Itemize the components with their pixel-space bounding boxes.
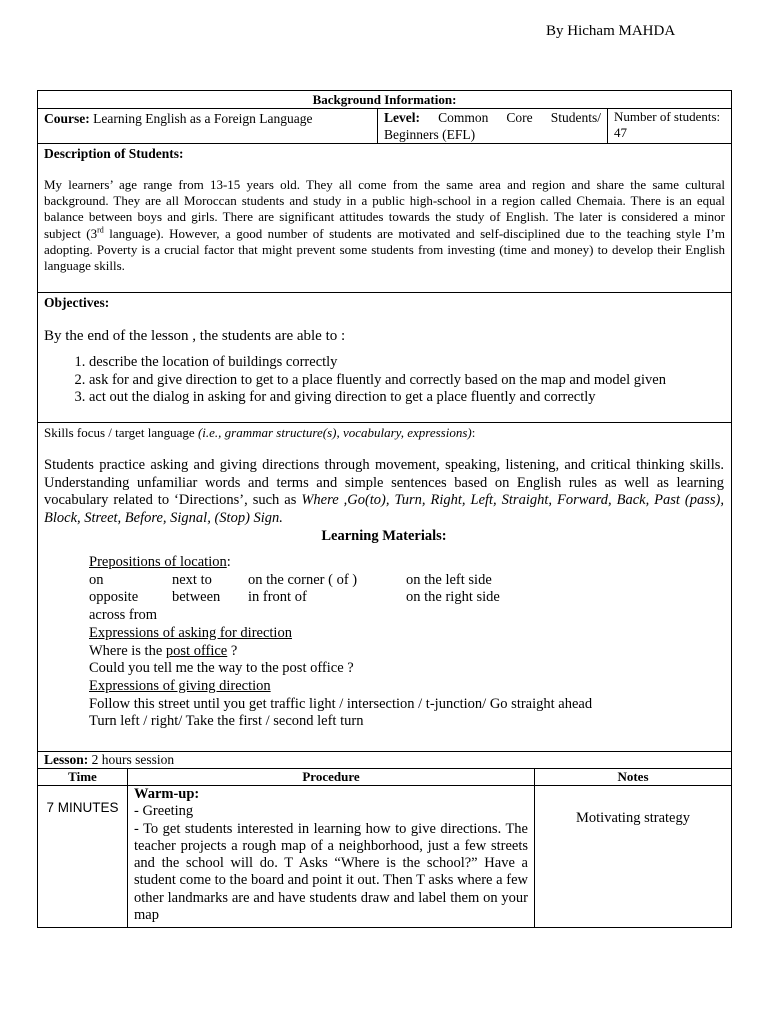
level-value: Common Core Students/ Beginners (EFL) bbox=[384, 110, 601, 142]
time-cell: 7 MINUTES bbox=[38, 786, 128, 927]
objectives-title: Objectives: bbox=[44, 295, 110, 310]
asking-example-2: Could you tell me the way to the post office ? bbox=[89, 660, 354, 677]
objectives-list bbox=[44, 354, 725, 407]
description-section bbox=[38, 144, 731, 293]
lesson-row bbox=[38, 752, 731, 769]
procedure-table bbox=[38, 769, 731, 927]
objectives-intro: By the end of the lesson , the students are able to : bbox=[44, 328, 346, 344]
procedure-header: Procedure bbox=[128, 769, 535, 786]
lesson-plan-table bbox=[37, 90, 732, 928]
prepositions-last: across from bbox=[89, 607, 158, 624]
time-header: Time bbox=[38, 769, 128, 786]
giving-example-1: Follow this street until you get traffic light / intersection / t-junction/ Go straight ahead bbox=[89, 695, 593, 712]
course-row bbox=[38, 109, 731, 144]
course-cell bbox=[38, 109, 378, 143]
course-value: Learning English as a Foreign Language bbox=[89, 111, 313, 126]
asking-example-1: Where is the post office ? bbox=[89, 642, 238, 659]
notes-cell: Motivating strategy bbox=[576, 810, 690, 826]
objectives-section bbox=[38, 293, 731, 423]
course-label: Course: bbox=[44, 111, 90, 126]
asking-heading: Expressions of asking for direction bbox=[89, 624, 292, 641]
level-cell bbox=[378, 109, 608, 143]
description-text: My learners’ age range from 13-15 years old. They all come from the same area and region and share the same cultural background. They are all Moroccan students and study in a public high-school in a region called Chemaia. There is an equal balance between boys and girls. There are significant attitudes towards the study of English. The later is considered a minor subject (3rd language). However, a good number of students are motivated and self-disciplined due to the teaching style I’m adopting. Poverty is a crucial factor that might prevent some students from investing (time and money) to develop their English language skills. bbox=[44, 177, 725, 274]
level-label: Level: bbox=[384, 110, 420, 125]
background-header: Background Information: bbox=[38, 91, 731, 109]
procedure-text: - To get students interested in learning how to give directions. The teacher projects a rough map of a neighborhood, just a few streets and the school will do. T Asks “Where is the school?” Have a student come to the board and point it out. Then T asks where a few other landmarks are and have students draw and label them on your map bbox=[134, 820, 528, 924]
lesson-value: 2 hours session bbox=[88, 752, 175, 767]
author-name: By Hicham MAHDA bbox=[546, 23, 676, 39]
lesson-label: Lesson: bbox=[44, 752, 89, 767]
skills-title: Skills focus / target language (i.e., grammar structure(s), vocabulary, expressions): bbox=[44, 425, 476, 440]
procedure-cell bbox=[128, 786, 535, 927]
objective-item: 1. describe the location of buildings correctly bbox=[89, 354, 725, 372]
objective-item: 3. act out the dialog in asking for and giving direction to get a place fluently and correctly bbox=[89, 389, 725, 407]
notes-header: Notes bbox=[535, 769, 731, 786]
students-count-cell: Number of students: 47 bbox=[614, 109, 721, 140]
giving-example-2: Turn left / right/ Take the first / second left turn bbox=[89, 713, 364, 730]
giving-heading: Expressions of giving direction bbox=[89, 677, 271, 694]
prepositions-row: on next to on the corner ( of ) on the left side bbox=[89, 571, 492, 588]
greeting-step: - Greeting bbox=[134, 803, 194, 820]
skills-section bbox=[38, 423, 731, 752]
warmup-title: Warm-up: bbox=[134, 786, 200, 802]
description-title: Description of Students: bbox=[44, 146, 184, 161]
objective-item: 2. ask for and give direction to get to a place fluently and correctly based on the map and model given bbox=[89, 372, 725, 390]
skills-paragraph: Students practice asking and giving directions through movement, speaking, listening, and critical thinking skills. Understanding unfamiliar words and terms and simple sentences based on English rules as well as learning vocabulary related to ‘Directions’, such as Where ,Go(to), Turn, Right, Left, Straight, Forward, Back, Past (pass), Block, Street, Before, Signal, (Stop) Sign. bbox=[44, 457, 725, 526]
prepositions-heading: Prepositions of location: bbox=[89, 554, 231, 570]
prepositions-row: opposite between in front of on the right side bbox=[89, 589, 500, 606]
learning-materials bbox=[44, 554, 724, 731]
learning-materials-title: Learning Materials: bbox=[321, 528, 447, 544]
